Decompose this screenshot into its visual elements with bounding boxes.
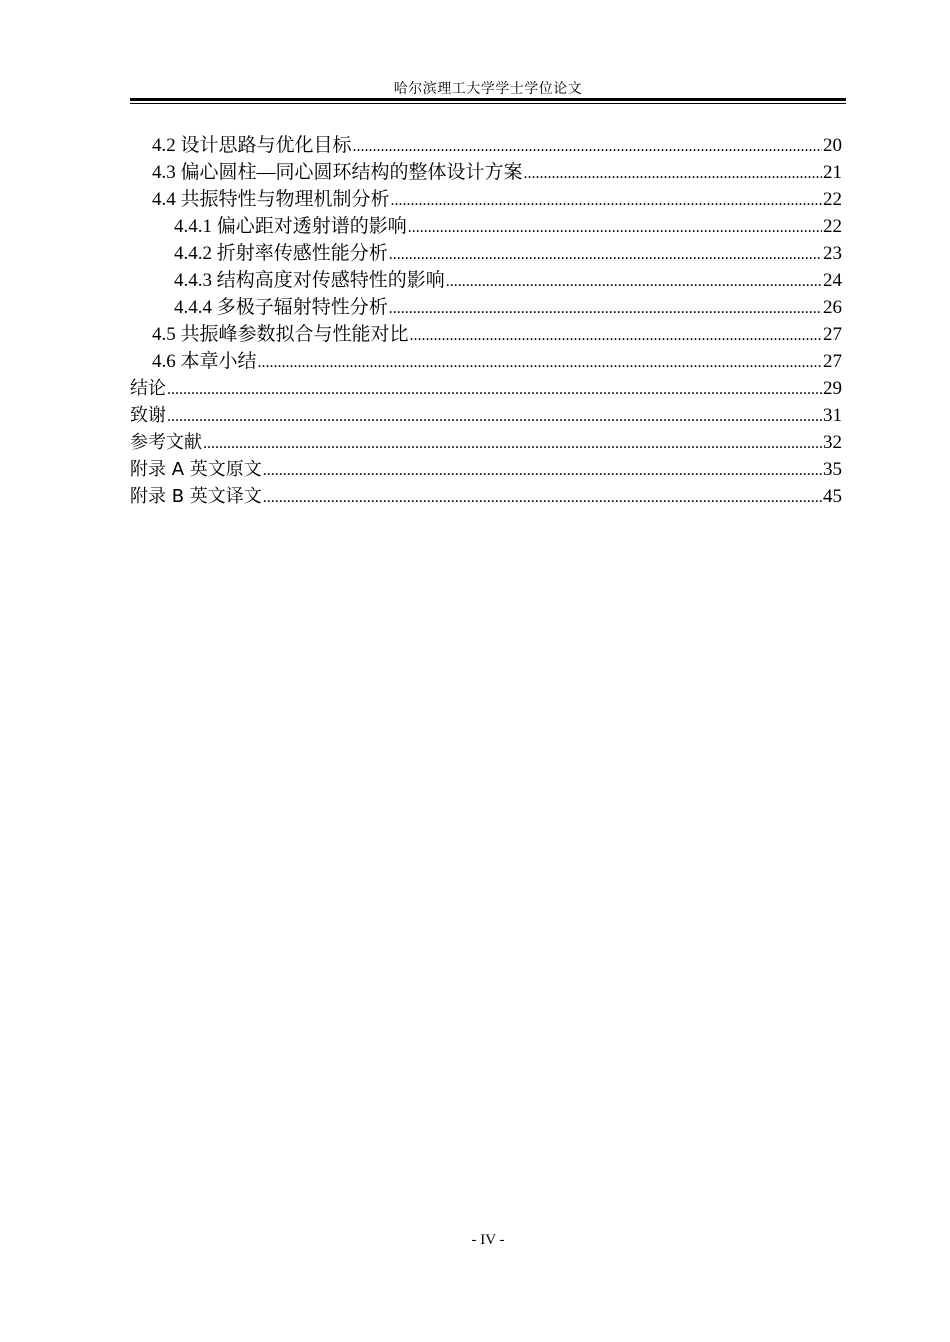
- header-rule-thick: [130, 98, 846, 101]
- toc-entry[interactable]: [130, 267, 842, 294]
- toc-entry-title: 4.4.2 折射率传感性能分析: [174, 243, 388, 264]
- toc-entry-page: 21: [823, 162, 842, 183]
- toc-entry-title: 结论: [130, 378, 166, 399]
- toc-dot-leader: [524, 160, 822, 187]
- toc-dot-leader: [203, 430, 822, 457]
- toc-entry[interactable]: [130, 132, 842, 159]
- toc-dot-leader: [408, 214, 822, 241]
- toc-entry-page: 31: [823, 405, 842, 426]
- toc-entry[interactable]: [130, 186, 842, 213]
- toc-entry-page: 26: [823, 297, 842, 318]
- running-header: 哈尔滨理工大学学士学位论文: [393, 82, 583, 97]
- toc-entry-title: 4.4 共振特性与物理机制分析: [152, 189, 390, 210]
- toc-entry-page: 27: [823, 351, 842, 372]
- toc-entry-title: 致谢: [130, 405, 166, 426]
- toc-entry-title: 4.6 本章小结: [152, 351, 257, 372]
- toc-entry[interactable]: [130, 348, 842, 375]
- toc-entry-page: 45: [823, 486, 842, 507]
- page-number: - IV -: [471, 1232, 505, 1248]
- toc-entry-page: 22: [823, 216, 842, 237]
- toc-entry[interactable]: [130, 402, 842, 429]
- toc-entry-title: 4.4.4 多极子辐射特性分析: [174, 297, 388, 318]
- toc-dot-leader: [258, 349, 822, 376]
- toc-entry[interactable]: [130, 483, 842, 510]
- toc-dot-leader: [167, 376, 822, 403]
- toc-dot-leader: [353, 133, 822, 160]
- toc-entry-page: 20: [823, 135, 842, 156]
- toc-dot-leader: [410, 322, 822, 349]
- toc-entry-title: 4.2 设计思路与优化目标: [152, 135, 352, 156]
- toc-entry-title: 附录 A 英文原文: [130, 459, 262, 480]
- toc-entry-page: 23: [823, 243, 842, 264]
- toc-entry-page: 22: [823, 189, 842, 210]
- toc-entry-title: 附录 B 英文译文: [130, 486, 262, 507]
- toc-dot-leader: [389, 241, 822, 268]
- toc-entry-title: 4.4.1 偏心距对透射谱的影响: [174, 216, 407, 237]
- toc-dot-leader: [263, 484, 822, 511]
- toc-dot-leader: [391, 187, 822, 214]
- toc-entry[interactable]: [130, 240, 842, 267]
- toc-entry[interactable]: [130, 321, 842, 348]
- toc-entry-page: 24: [823, 270, 842, 291]
- toc-dot-leader: [263, 457, 822, 484]
- toc-entry[interactable]: [130, 159, 842, 186]
- toc-entry-page: 29: [823, 378, 842, 399]
- toc-entry[interactable]: [130, 456, 842, 483]
- toc-entry-page: 27: [823, 324, 842, 345]
- toc-entry-page: 35: [823, 459, 842, 480]
- toc-entry[interactable]: [130, 375, 842, 402]
- toc-dot-leader: [446, 268, 822, 295]
- toc-entry-title: 4.4.3 结构高度对传感特性的影响: [174, 270, 445, 291]
- toc-entry[interactable]: [130, 429, 842, 456]
- table-of-contents: [130, 132, 842, 510]
- toc-entry-title: 4.3 偏心圆柱—同心圆环结构的整体设计方案: [152, 162, 523, 183]
- toc-entry[interactable]: [130, 213, 842, 240]
- toc-entry[interactable]: [130, 294, 842, 321]
- toc-dot-leader: [167, 403, 822, 430]
- toc-entry-title: 4.5 共振峰参数拟合与性能对比: [152, 324, 409, 345]
- toc-dot-leader: [389, 295, 822, 322]
- header-rule-thin: [130, 103, 846, 104]
- toc-entry-title: 参考文献: [130, 432, 202, 453]
- toc-entry-page: 32: [823, 432, 842, 453]
